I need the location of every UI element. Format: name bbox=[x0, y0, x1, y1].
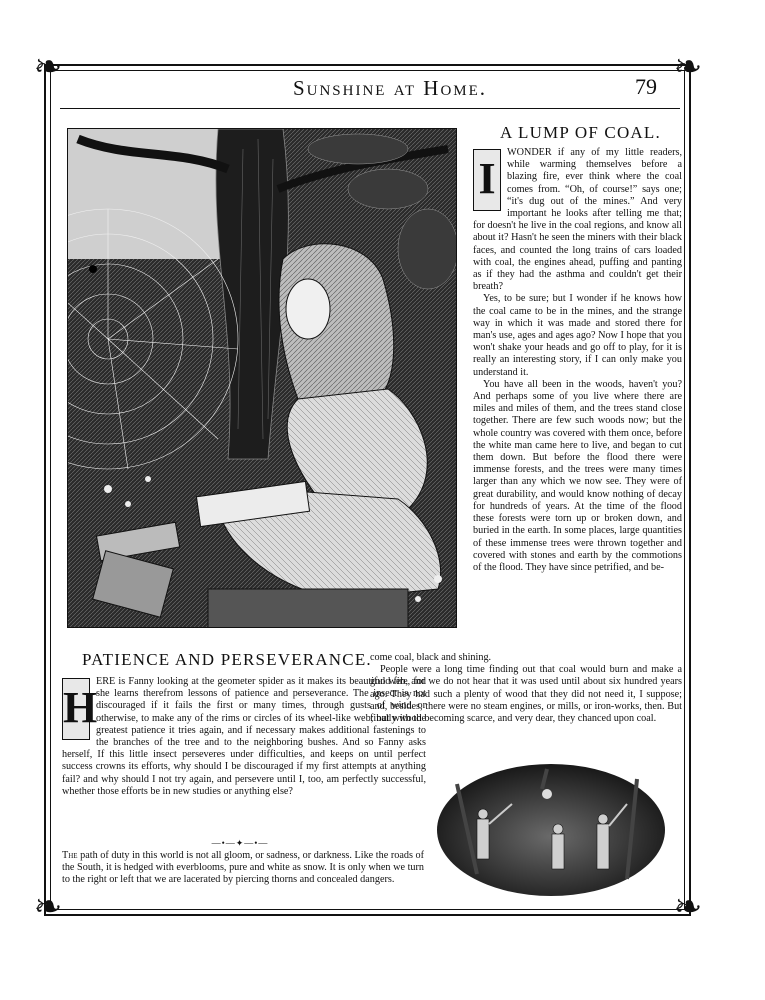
page-title: Sunshine at Home. bbox=[292, 76, 488, 100]
closing-text: path of duty in this world is not all gloom, or sadness, or darkness. Like the roads of the South, it is hedged with everblooms, pure and white as snow. It is only when we turn to the right or left that we are lacerated by piercing thorns and concealed dangers. bbox=[62, 850, 424, 886]
coal-article-body bbox=[473, 147, 682, 574]
girl-spider-illustration bbox=[67, 128, 457, 628]
coal-para-1: WONDER if any of my little readers, while warming themselves before a blazing fire, ever think where the coal comes from. “Oh, of course!” says one; “it's dug out of the mines.” And very important he looks after telling me that; for doesn't he live in the coal regions, and know all about it? Hasn't he seen the miners with their black faces, and counted the long trains of cars loaded with coal, the engines ahead, puffing and panting as if they had the asthma and couldn't get their breath? bbox=[473, 147, 682, 293]
corner-ornament-icon: ❧ bbox=[33, 889, 63, 926]
corner-ornament-icon: ❧ bbox=[673, 889, 703, 926]
patience-article-title: PATIENCE AND PERSEVERANCE. bbox=[82, 650, 372, 669]
coal-para-3: You have all been in the woods, haven't you? And perhaps some of you live where there are miles and miles of them, and the trees stand close together. There are few such woods now; but the whole country was covered with them once, before the white man came here to live, and began to cut them down. But before the flood there were immense forests, and the trees were many times larger than any which we now see. They were of great durability, and would know nothing of decay for hundreds of years. At the time of the flood these forests were torn up or broken down, and buried in the earth. In some places, large quantities of these immense trees were thrown together and covered with stones and earth by the commotions of the flood. They have since petrified, and be- bbox=[473, 378, 682, 573]
patience-article-body bbox=[62, 676, 426, 798]
dropcap-i: I bbox=[473, 149, 501, 211]
page-number: 79 bbox=[635, 74, 657, 99]
corner-ornament-icon: ❧ bbox=[33, 49, 63, 86]
header-rule bbox=[60, 108, 680, 109]
coal-continuation: come coal, black and shining. bbox=[370, 652, 492, 663]
coal-miners-illustration bbox=[437, 764, 665, 896]
dropcap-h: H bbox=[62, 678, 90, 740]
coal-para-2: Yes, to be sure; but I wonder if he knows how the coal came to be in the mines, and the strange way in which it was made and stored there for man's use, ages and ages ago? Now I hope that you won't shake your heads and go off to play, for it is really an interesting story, if I can only make you understand it. bbox=[473, 293, 682, 378]
patience-para: ERE is Fanny looking at the geometer spider as it makes its beautiful web, and she learns therefrom lessons of patience and perseverance. The insect is not discouraged if it fails the first or many times, through gusts of wind or otherwise, to make any of the rims or circles of its wheel-like web; but with the greatest patience it tries again, and if necessary makes additional fastenings to the branches of the tree and to the neighboring bushes. And so Fanny asks herself, If this little insect perseveres under difficulties, and keeps on until perfect success crowns its efforts, why should I be discouraged if my first attempts at anything fail? and why should I not try again, and persevere until I, too, am perfectly successful, whether those efforts be in new studies or anything else? bbox=[62, 676, 426, 797]
spider-icon bbox=[89, 265, 97, 273]
closing-paragraph bbox=[62, 850, 424, 887]
girl-face bbox=[286, 279, 330, 339]
corner-ornament-icon: ❧ bbox=[673, 49, 703, 86]
coal-para-4: People were a long time finding out that coal would burn and make a good fire, for we do not hear that it was used until about six hundred years ago. They had such a plenty of wood that they did not need it, I suppose; and, besides, there were no steam engines, or mills, or iron-works, then. But finally wood becoming scarce, and very dear, they chanced upon coal. bbox=[370, 664, 682, 725]
coal-article-title: A LUMP OF COAL. bbox=[500, 123, 661, 142]
closing-lead: The bbox=[62, 850, 78, 861]
running-header bbox=[60, 76, 680, 104]
section-divider: —•—✦—•— bbox=[211, 838, 269, 848]
